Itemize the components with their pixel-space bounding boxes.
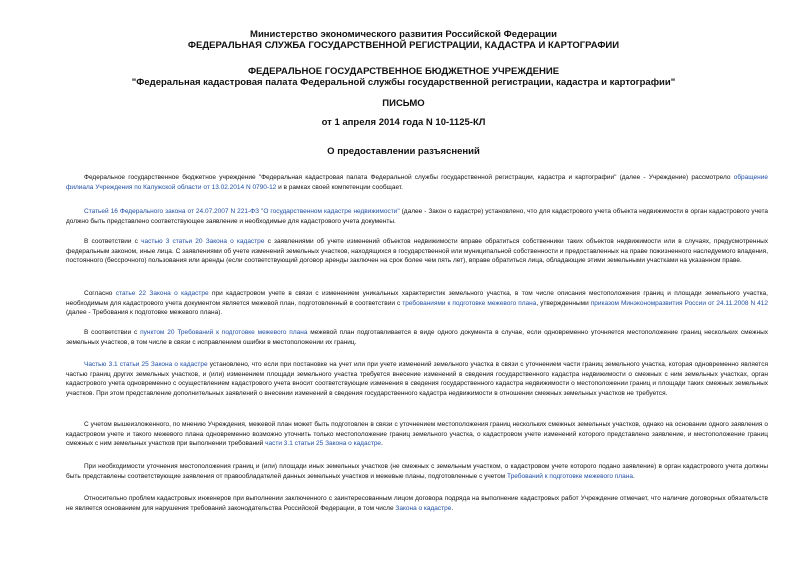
paragraph-text: и в рамках своей компетенции сообщает. [276, 183, 403, 191]
institution-name: "Федеральная кадастровая палата Федеральной службы государственной регистрации, кадастра и картографии" [131, 77, 676, 88]
paragraph-text: . [632, 472, 635, 480]
document-subject: О предоставлении разъяснений [327, 146, 480, 157]
paragraph-6 [66, 360, 768, 398]
institution-title: ФЕДЕРАЛЬНОЕ ГОСУДАРСТВЕННОЕ БЮДЖЕТНОЕ УЧРЕЖДЕНИЕ [247, 66, 560, 77]
paragraph-2 [66, 207, 768, 226]
paragraph-text: При необходимости уточнения местоположения границ и (или) площади иных земельных участков (не смежных с земельным участком, о кадастровом учете которого подано заявление) в орган кадастрового учета должны быть представлены соответствующие заявления от правообладателей данных земельных участков и межевые планы, подготовленные с учетом [66, 463, 768, 480]
paragraph-text: Относительно проблем кадастровых инженеров при выполнении заключенного с заинтересованным лицом договора подряда на выполнение кадастровых работ Учреждение отмечает, что наличие договорных обязательств не является основанием для нарушения требований законодательства Российской Федерации, в том числе [66, 495, 768, 512]
link-part-3-article-20[interactable]: частью 3 статьи 20 Закона о кадастре [141, 238, 265, 245]
paragraph-text: с заявлениями об учете изменений объектов недвижимости вправе обратиться собственники таких объектов недвижимости или в случаях, предусмотренных федеральным законом, иные лица. С заявлениями об учете изменений земельных участков, находящихся в государственной или муниципальной собственности и предоставленных на праве пожизненного наследуемого владения, постоянного (бессрочного) пользования или аренды (если соответствующий договор аренды заключен на срок более чем пять лет), вправе обратиться лица, обладающие этими земельными участками на указанном праве. [66, 238, 769, 265]
paragraph-text: С учетом вышеизложенного, по мнению Учреждения, межевой план может быть подготовлен в связи с уточнением местоположения границ нескольких смежных земельных участков, однако на основании одного заявления о кадастровом учете и такого межевого плана одновременно возможно уточнить только местоположение границ земельного участка, о кадастровом учете изменений которого представлено заявление, и местоположение границ смежных с ним земельных участков при выполнении требований [66, 421, 768, 448]
paragraph-text: В соответствии с [84, 329, 141, 336]
document-date-number: от 1 апреля 2014 года N 10-1125-КЛ [321, 117, 486, 128]
paragraph-9 [66, 494, 768, 513]
paragraph-text: межевой план подготавливается в виде одного документа в случае, если одновременно уточняется местоположение границ нескольких смежных земельных участков, в том числе в связи с исправлением ошибки в местоположении их границ. [66, 329, 768, 346]
link-article-16-law[interactable]: Статьей 16 Федерального закона от 24.07.2007 N 221-ФЗ "О государственном кадастре недвижимости" [84, 208, 400, 215]
paragraph-text: В соответствии с [84, 238, 142, 245]
paragraph-text: (далее - Требования к подготовке межевого плана). [66, 309, 223, 317]
paragraph-4 [66, 289, 768, 318]
paragraph-text: Согласно [84, 290, 116, 297]
paragraph-3 [66, 237, 768, 266]
paragraph-8 [66, 462, 768, 481]
paragraph-text: установлено, что если при постановке на учет или при учете изменений земельного участка в связи с уточнением части границ земельного участка, которая одновременно является частью границ других земельных участков, и (или) изменением площади земельного участка требуется внесение изменений в сведения государственного кадастра недвижимости о смежных с ним земельных участках, орган кадастрового учета одновременно с осуществлением кадастрового учета вносит соответствующие изменения в сведения государственного кадастра недвижимости о местоположении границ и площади таких смежных земельных участков. При этом представление дополнительных заявлений о внесении изменений в сведения государственного кадастра недвижимости в отношении смежных земельных участков не требуется. [66, 361, 768, 397]
paragraph-text: Федеральное государственное бюджетное учреждение "Федеральная кадастровая палата Федеральной службы государственной регистрации, кадастра и картографии" (далее - Учреждение) рассмотрело [84, 174, 734, 181]
paragraph-1 [66, 173, 768, 192]
paragraph-text: . [451, 504, 454, 512]
link-filial-appeal[interactable]: обращение филиала Учреждения по Калужской области от 13.02.2014 N 0790-12 [66, 174, 768, 191]
link-survey-plan-requirements[interactable]: требованиями к подготовке межевого плана [402, 299, 537, 307]
paragraph-text: (далее - Закон о кадастре) установлено, что для кадастрового учета объекта недвижимости в орган кадастрового учета должно быть представлено соответствующее заявление и необходимые для кадастрового учета документы. [66, 208, 768, 225]
link-cadastre-law[interactable]: Закона о кадастре [395, 504, 452, 512]
paragraph-5 [66, 328, 768, 347]
document-type: ПИСЬМО [382, 98, 425, 109]
ministry-title: Министерство экономического развития Российской Федерации [250, 29, 557, 40]
paragraph-text: , утвержденными [536, 299, 591, 307]
paragraph-7 [66, 420, 768, 449]
link-survey-plan-requirements-second[interactable]: Требований к подготовке межевого плана [506, 472, 633, 480]
link-part-3-1-article-25[interactable]: Частью 3.1 статьи 25 Закона о кадастре [84, 361, 208, 368]
service-title: ФЕДЕРАЛЬНАЯ СЛУЖБА ГОСУДАРСТВЕННОЙ РЕГИСТРАЦИИ, КАДАСТРА И КАРТОГРАФИИ [187, 40, 620, 51]
link-part-3-1-article-25-second[interactable]: части 3.1 статьи 25 Закона о кадастре [265, 440, 382, 448]
paragraph-text: при кадастровом учете в связи с изменением уникальных характеристик земельного участка, в том числе описания местоположения границ и площади земельного участка, необходимым для кадастрового учета документом является межевой план, подготовленный в соответствии с [66, 290, 768, 307]
link-order-412[interactable]: приказом Минэкономразвития России от 24.11.2008 N 412 [590, 299, 769, 307]
link-item-20-requirements[interactable]: пунктом 20 Требований к подготовке межевого плана [140, 329, 308, 336]
paragraph-text: . [381, 440, 383, 448]
link-article-22[interactable]: статье 22 Закона о кадастре [115, 290, 209, 297]
